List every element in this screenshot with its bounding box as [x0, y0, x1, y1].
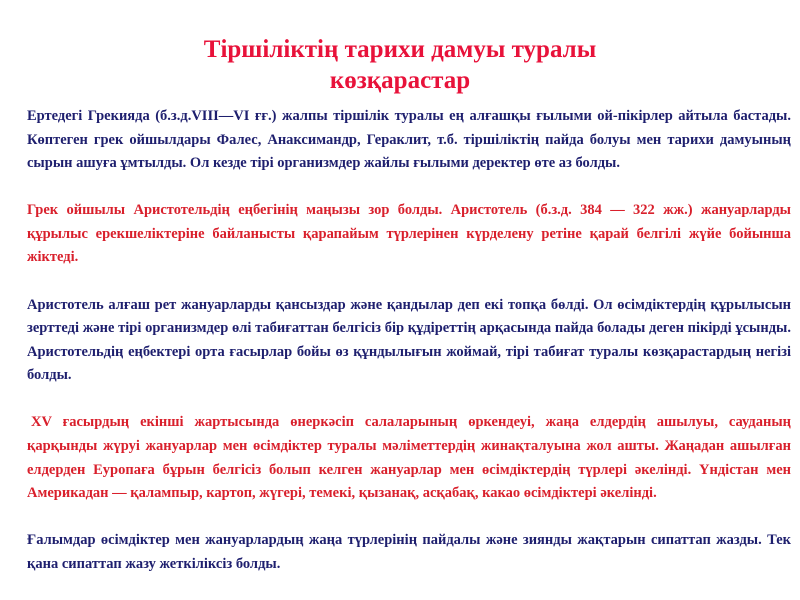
slide-title-line-1: Тіршіліктің тарихи дамуы туралы: [203, 36, 597, 63]
paragraph-scientists-description: Ғалымдар өсімдіктер мен жануарлардың жаңа түрлерінің пайдалы және зиянды жақтарын сипаттап жазды. Тек қана сипаттап жазу жеткіліксіз болды.: [27, 532, 791, 572]
paragraph-ancient-greece: Ертедегі Грекияда (б.з.д.VIII—VI ғғ.) жалпы тіршілік туралы ең алғашқы ғылыми ой-пікірлер айтыла бастады. Көптеген грек ойшылдары Фалес, Анаксимандр, Гераклит, т.б. тіршіліктің пайда болуы мен тарихи дамуының сырын ашуға ұмтылды. Ол кезде тірі организмдер жайлы ғылыми деректер өте аз болды.: [27, 108, 791, 172]
paragraph-aristotle-classification: Аристотель алғаш рет жануарларды қансыздар және қандылар деп екі топқа бөлді. Ол өсімдіктердің құрылысын зерттеді және тірі организмдер өлі табиғаттан белгісіз бір құдіреттің арқасында пайда болады деген пікірді ұсынды. Аристотельдің еңбектері орта ғасырлар бойы өз құндылығын жоймай, тірі табиғат туралы көзқарастардың негізі болды.: [27, 296, 791, 384]
paragraph-fifteenth-century: XV ғасырдың екінші жартысында өнеркәсіп салаларының өркендеуі, жаңа елдердің ашылуы, сауданың қарқынды жүруі жануарлар мен өсімдіктер туралы мәліметтердің жинақталуына жол ашты. Жаңадан ашылған елдерден Еуропаға бұрын белгісіз болып келген жануарлар мен өсімдіктердің түрлері әкелінді. Үндістан мен Америкадан — қалампыр, картоп, жүгері, темекі, қызанақ, асқабақ, какао өсімдіктері әкелінді.: [27, 414, 791, 502]
slide-body: [27, 105, 791, 577]
paragraph-aristotle-work: Грек ойшылы Аристотельдің еңбегінің маңызы зор болды. Аристотель (б.з.д. 384 — 322 жж.) жануарларды құрылыс ерекшеліктеріне байланысты қарапайым түрлерінен күрделену ретіне қарай белгілі жүйе бойынша жіктеді.: [27, 202, 791, 266]
slide-title-line-2: көзқарастар: [329, 67, 471, 94]
